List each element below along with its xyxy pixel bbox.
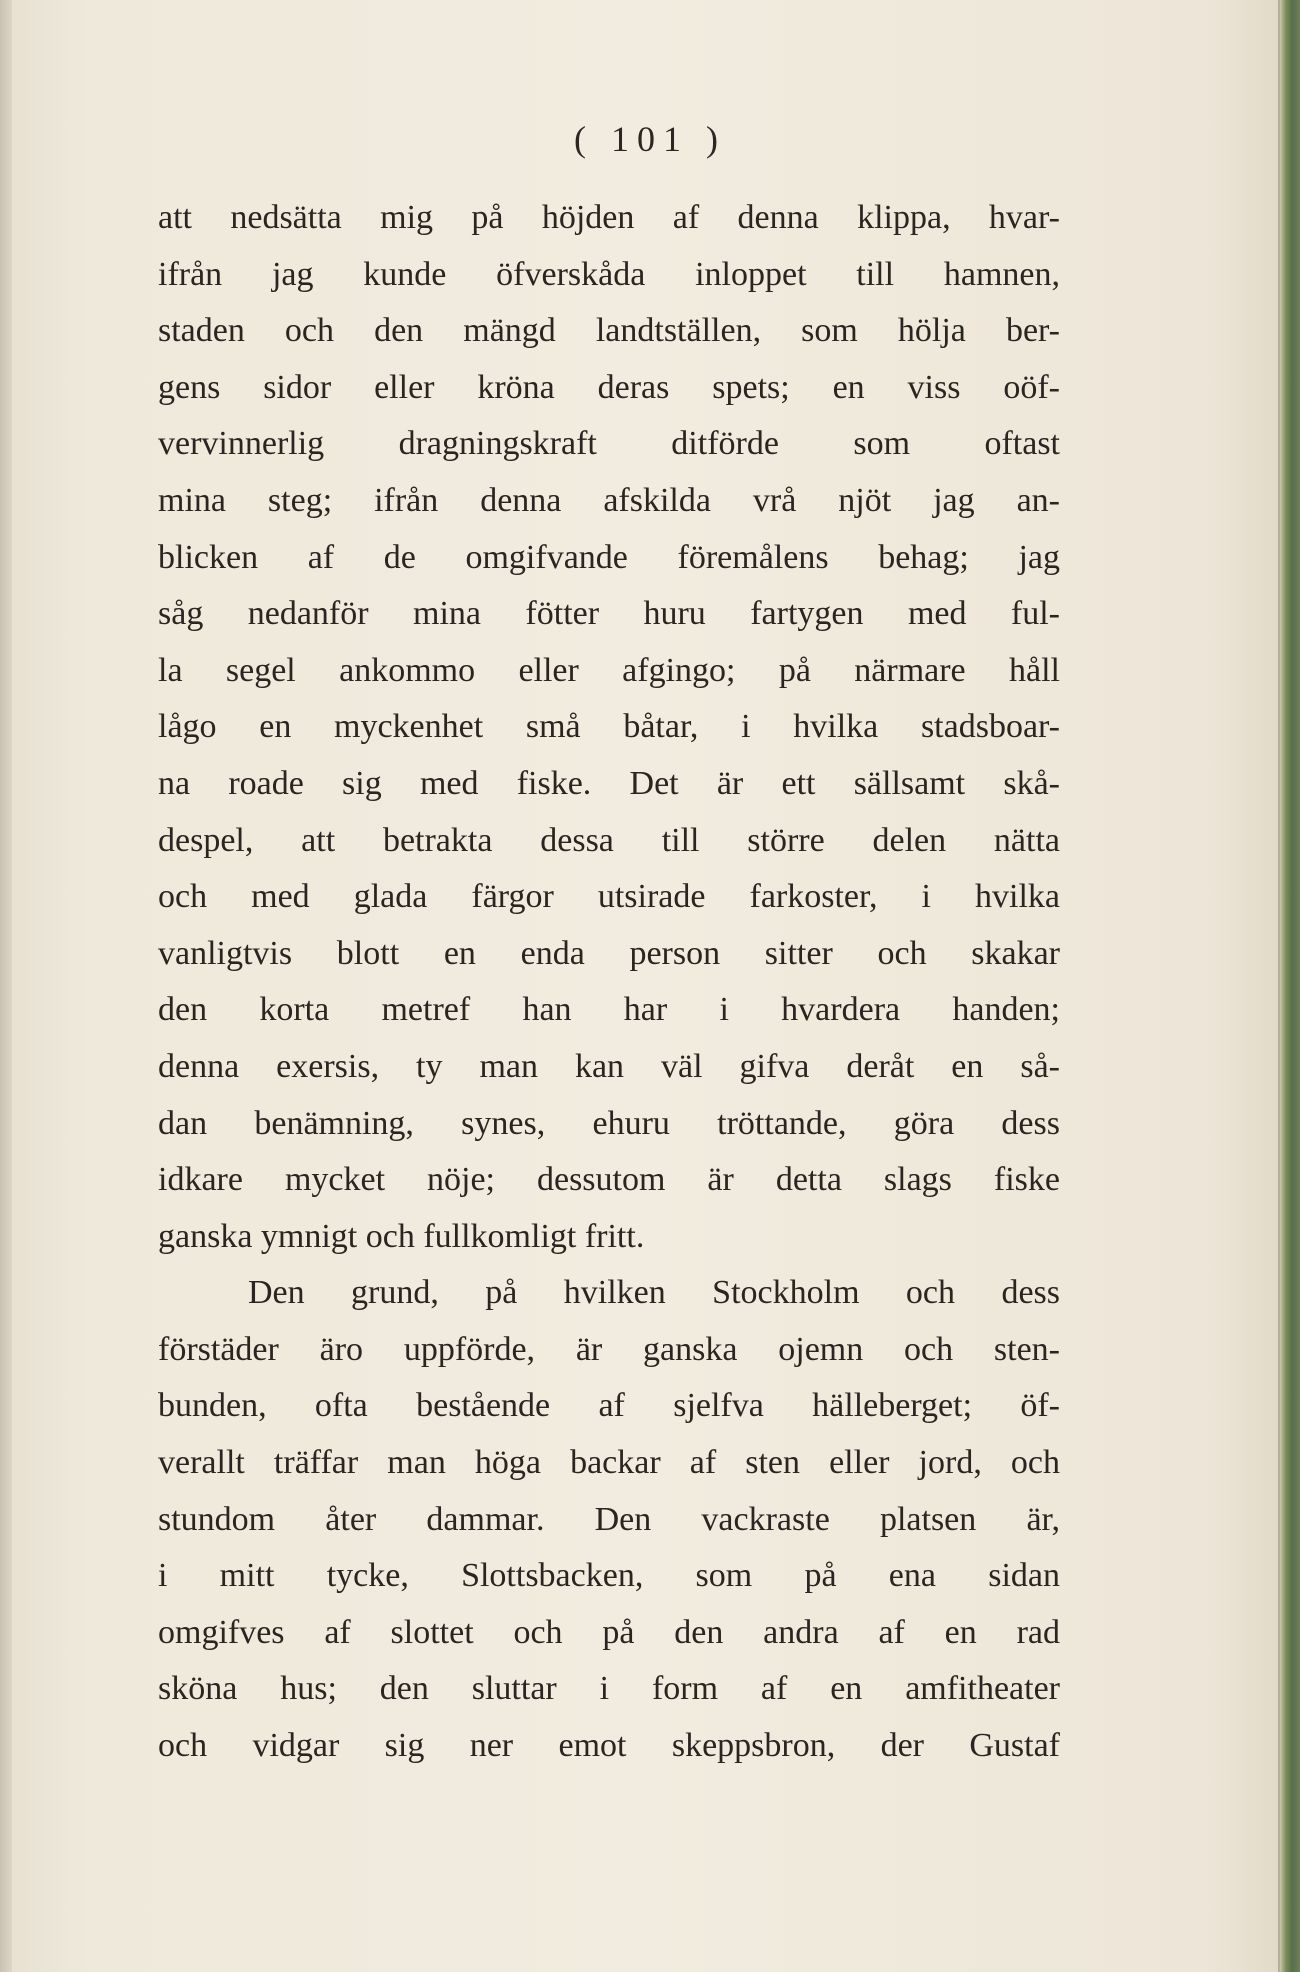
text-line: Den grund, på hvilken Stockholm och dess (248, 1274, 1060, 1312)
text-line: stundom åter dammar. Den vackraste platsen är, (158, 1500, 1060, 1538)
text-line: såg nedanför mina fötter huru fartygen med ful- (158, 595, 1060, 633)
page-number: ( 101 ) (574, 119, 726, 159)
text-line: den korta metref han har i hvardera handen; (158, 991, 1060, 1029)
text-line: vervinnerlig dragningskraft ditförde som oftast (158, 425, 1060, 463)
text-line: och med glada färgor utsirade farkoster, i hvilka (158, 878, 1060, 916)
text-line: vanligtvis blott en enda person sitter och skakar (158, 934, 1060, 972)
text-line: la segel ankommo eller afgingo; på närmare håll (158, 651, 1060, 689)
text-line: mina steg; ifrån denna afskilda vrå njöt jag an- (158, 481, 1060, 519)
text-line: verallt träffar man höga backar af sten eller jord, och (158, 1444, 1060, 1482)
text-line: i mitt tycke, Slottsbacken, som på ena sidan (158, 1557, 1060, 1595)
text-line: idkare mycket nöje; dessutom är detta slags fiske (158, 1161, 1060, 1199)
text-line: dan benämning, synes, ehuru tröttande, göra dess (158, 1104, 1060, 1142)
text-line: omgifves af slottet och på den andra af en rad (158, 1613, 1060, 1651)
text-line: förstäder äro uppförde, är ganska ojemn och sten- (158, 1330, 1060, 1368)
text-line: ganska ymnigt och fullkomligt fritt. (158, 1217, 645, 1255)
text-line: sköna hus; den sluttar i form af en amfitheater (158, 1670, 1060, 1708)
text-line: staden och den mängd landtställen, som hölja ber- (158, 312, 1060, 350)
book-cover-edge (1280, 0, 1300, 1972)
body-text (158, 190, 1060, 1775)
text-line: denna exersis, ty man kan väl gifva deråt en så- (158, 1047, 1060, 1085)
left-margin-strip (0, 0, 12, 1972)
text-line: gens sidor eller kröna deras spets; en viss oöf- (158, 368, 1060, 406)
text-line: och vidgar sig ner emot skeppsbron, der Gustaf (158, 1727, 1060, 1765)
text-line: na roade sig med fiske. Det är ett sällsamt skå- (158, 764, 1060, 802)
text-line: att nedsätta mig på höjden af denna klippa, hvar- (158, 199, 1060, 236)
text-line: despel, att betrakta dessa till större delen nätta (158, 821, 1060, 859)
text-line: blicken af de omgifvande föremålens behag; jag (158, 538, 1060, 576)
text-line: bunden, ofta bestående af sjelfva hälleberget; öf- (158, 1387, 1060, 1425)
text-line: ifrån jag kunde öfverskåda inloppet till hamnen, (158, 255, 1060, 293)
text-line: lågo en myckenhet små båtar, i hvilka stadsboar- (158, 708, 1060, 746)
